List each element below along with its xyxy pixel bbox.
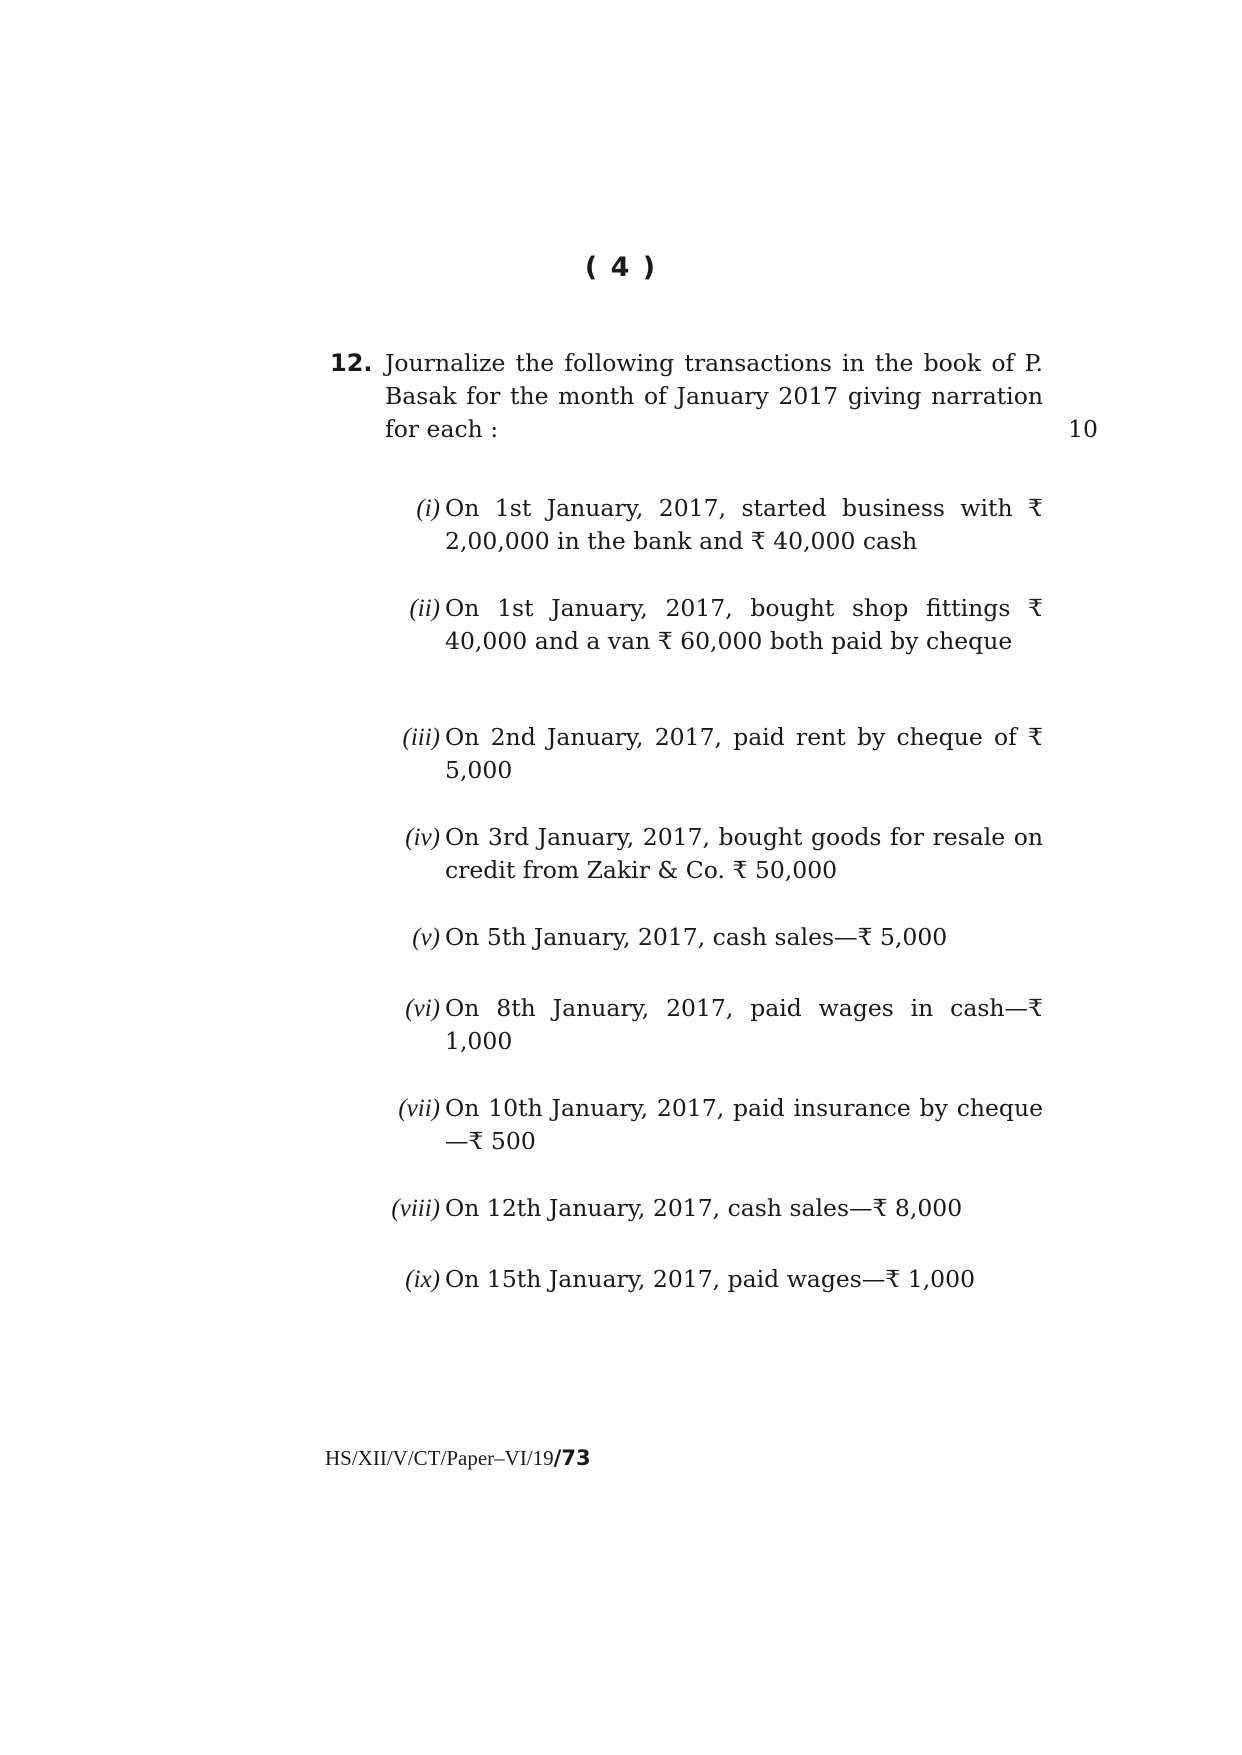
question-number: 12. (330, 349, 373, 377)
item-label: (v) (412, 924, 440, 951)
item-text: On 1st January, 2017, bought shop fittings ₹ 40,000 and a van ₹ 60,000 both paid by cheque (445, 594, 1043, 655)
question-marks: 10 (1068, 415, 1098, 443)
item-text: On 10th January, 2017, paid insurance by cheque—₹ 500 (445, 1094, 1043, 1155)
item-label: (i) (416, 495, 440, 522)
paper-code-footer (325, 1446, 591, 1471)
item-text: On 1st January, 2017, started business with ₹ 2,00,000 in the bank and ₹ 40,000 cash (445, 494, 1043, 555)
paper-code: HS/XII/V/CT/Paper–VI/19 (325, 1446, 554, 1470)
item-label: (ii) (409, 595, 440, 622)
item-text: On 15th January, 2017, paid wages—₹ 1,000 (445, 1265, 976, 1293)
item-label: (ix) (405, 1266, 440, 1293)
item-text: On 8th January, 2017, paid wages in cash—₹ 1,000 (445, 994, 1043, 1055)
item-label: (iii) (402, 724, 440, 751)
page-number: ( 4 ) (584, 252, 658, 283)
item-text: On 12th January, 2017, cash sales—₹ 8,000 (445, 1194, 963, 1222)
question-text: Journalize the following transactions in the book of P. Basak for the month of January 2017 giving narration for each : (385, 349, 1043, 443)
item-text: On 2nd January, 2017, paid rent by cheque of ₹ 5,000 (445, 723, 1043, 784)
item-label: (iv) (405, 824, 440, 851)
paper-code-suffix: /73 (553, 1446, 591, 1470)
item-text: On 3rd January, 2017, bought goods for resale on credit from Zakir & Co. ₹ 50,000 (445, 823, 1043, 884)
item-label: (vi) (405, 995, 440, 1022)
item-text: On 5th January, 2017, cash sales—₹ 5,000 (445, 923, 948, 951)
item-label: (vii) (398, 1095, 440, 1122)
item-label: (viii) (391, 1195, 440, 1222)
